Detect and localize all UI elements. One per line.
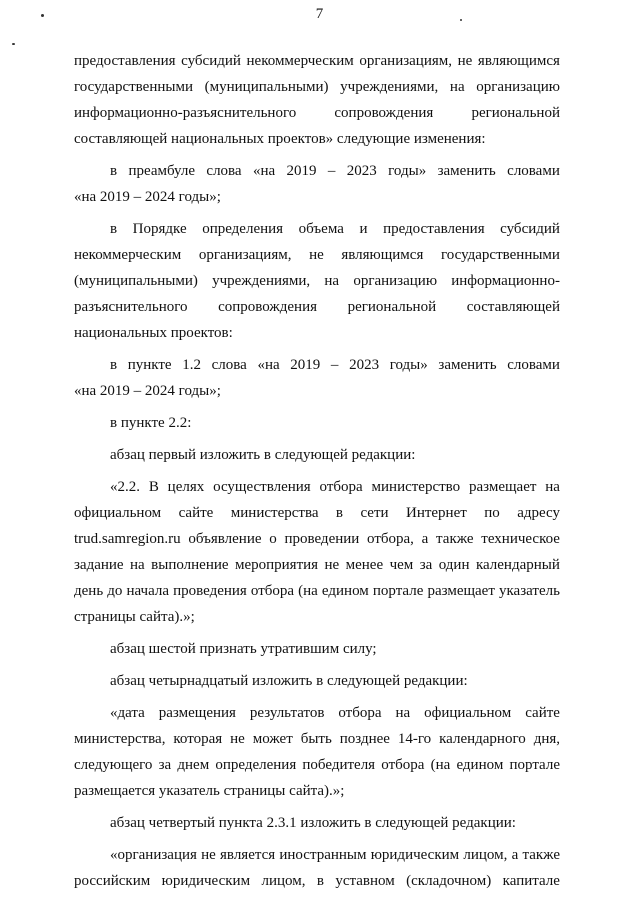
text-line: предоставления субсидий некоммерческим организациям, не являющимся: [74, 53, 560, 69]
scan-speck: [460, 19, 462, 21]
text-line: российским юридическим лицом, в уставном (складочном) капитале: [74, 873, 560, 889]
scan-speck: [12, 43, 15, 45]
text-line: информационно-разъяснительного сопровождения региональной: [74, 105, 560, 121]
text-line: размещается указатель страницы сайта).»;: [74, 783, 345, 799]
text-line: абзац шестой признать утратившим силу;: [110, 641, 377, 657]
text-line: «2.2. В целях осуществления отбора министерство размещает на: [110, 479, 560, 495]
text-line: «на 2019 – 2024 годы»;: [74, 189, 221, 205]
text-line: официальном сайте министерства в сети Интернет по адресу: [74, 505, 560, 521]
text-line: день до начала проведения отбора (на едином портале размещает указатель: [74, 583, 560, 599]
page-number: 7: [315, 6, 324, 22]
text-line: составляющей национальных проектов» следующие изменения:: [74, 131, 486, 147]
text-line: министерства, которая не может быть позднее 14-го календарного дня,: [74, 731, 560, 747]
text-line: задание на выполнение мероприятия не менее чем за один календарный: [74, 557, 560, 573]
text-line: «дата размещения результатов отбора на официальном сайте: [110, 705, 560, 721]
text-line: в Порядке определения объема и предоставления субсидий: [110, 221, 560, 237]
text-line: абзац первый изложить в следующей редакции:: [110, 447, 416, 463]
text-line: разъяснительного сопровождения региональной составляющей: [74, 299, 560, 315]
text-line: в пункте 1.2 слова «на 2019 – 2023 годы» заменить словами: [110, 357, 560, 373]
scan-speck: [41, 14, 44, 17]
text-line: национальных проектов:: [74, 325, 233, 341]
text-line: «организация не является иностранным юридическим лицом, а также: [110, 847, 560, 863]
text-line: некоммерческим организациям, не являющимся государственными: [74, 247, 560, 263]
text-line: абзац четырнадцатый изложить в следующей редакции:: [110, 673, 468, 689]
text-line: в пункте 2.2:: [110, 415, 192, 431]
text-line: следующего за днем определения победителя отбора (на едином портале: [74, 757, 560, 773]
text-line: в преамбуле слова «на 2019 – 2023 годы» заменить словами: [110, 163, 560, 179]
text-line: trud.samregion.ru объявление о проведении отбора, а также техническое: [74, 531, 560, 547]
text-line: абзац четвертый пункта 2.3.1 изложить в следующей редакции:: [110, 815, 516, 831]
text-line: (муниципальными) учреждениями, на организацию информационно-: [74, 273, 560, 289]
text-line: государственными (муниципальными) учреждениями, на организацию: [74, 79, 560, 95]
text-line: «на 2019 – 2024 годы»;: [74, 383, 221, 399]
text-line: страницы сайта).»;: [74, 609, 195, 625]
document-body: [74, 48, 560, 894]
